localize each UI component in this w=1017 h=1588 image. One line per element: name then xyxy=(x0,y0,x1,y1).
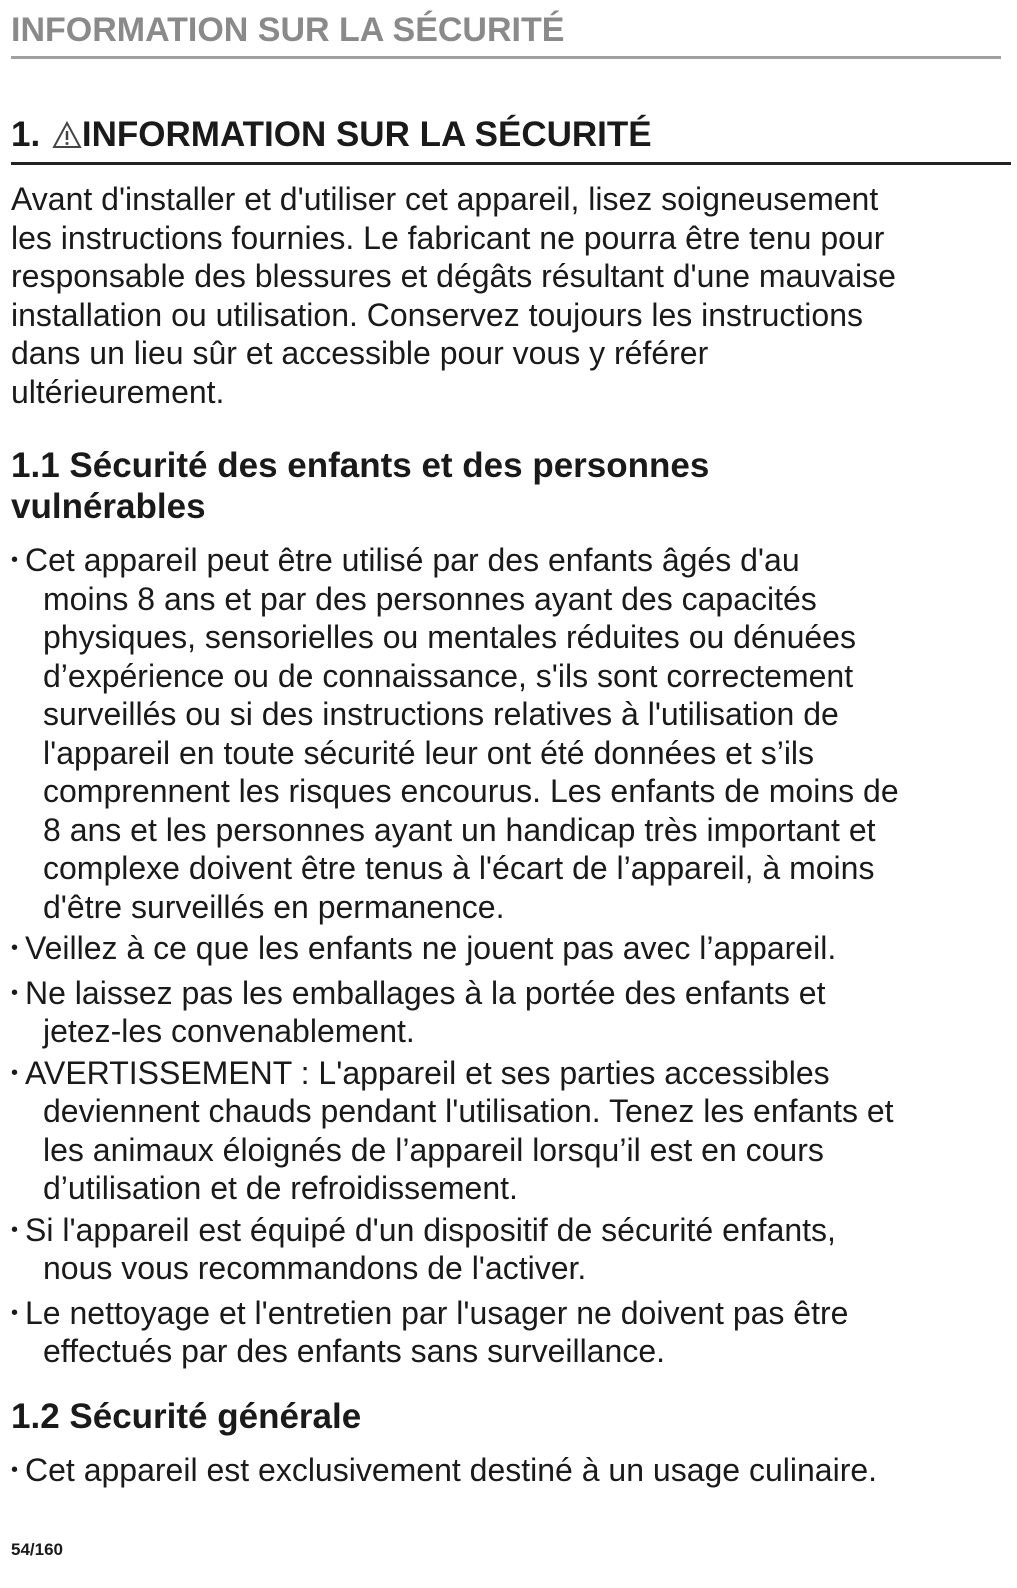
bullet-icon: • xyxy=(11,981,19,1004)
list-item-line: physiques, sensorielles ou mentales réduites ou dénuées xyxy=(43,619,856,655)
list-item-line: Le nettoyage et l'entretien par l'usager ne doivent pas être xyxy=(25,1294,849,1331)
intro-paragraph xyxy=(11,180,1011,411)
list-item-line: jetez-les convenablement. xyxy=(43,1013,415,1049)
list-item xyxy=(11,1211,1011,1288)
section-number: 1. xyxy=(11,115,50,154)
list-item-line: complexe doivent être tenus à l'écart de l’appareil, à moins xyxy=(43,850,875,886)
bullet-icon: • xyxy=(11,549,19,571)
list-item-line: d’expérience ou de connaissance, s'ils sont correctement xyxy=(43,657,854,694)
list-item-line: comprennent les risques encourus. Les enfants de moins de xyxy=(43,773,899,809)
list-item xyxy=(11,1054,1011,1208)
intro-line: Avant d'installer et d'utiliser cet appareil, lisez soigneusement xyxy=(11,181,879,217)
list-item-line: moins 8 ans et par des personnes ayant des capacités xyxy=(43,580,817,617)
list-item xyxy=(11,974,1011,1051)
list-item-line: d'être surveillés en permanence. xyxy=(43,888,505,925)
section-title xyxy=(11,112,1011,165)
subsection-title-line: vulnérables xyxy=(11,487,206,526)
intro-line: responsable des blessures et dégâts résultant d'une mauvaise xyxy=(11,258,896,294)
list-item-line: Si l'appareil est équipé d'un dispositif de sécurité enfants, xyxy=(25,1211,836,1248)
intro-line: dans un lieu sûr et accessible pour vous y référer xyxy=(11,335,709,371)
subsection-title-line: 1.1 Sécurité des enfants et des personnes xyxy=(11,446,710,485)
subsection-title-general-safety xyxy=(11,1396,1011,1437)
warning-triangle-icon xyxy=(52,121,82,149)
section-title-text: INFORMATION SUR LA SÉCURITÉ xyxy=(81,115,652,154)
running-header-title: INFORMATION SUR LA SÉCURITÉ xyxy=(11,11,565,49)
list-item-line: d’utilisation et de refroidissement. xyxy=(43,1170,518,1206)
page-number: 54/160 xyxy=(11,1540,63,1559)
list-item-line: Cet appareil est exclusivement destiné à un usage culinaire. xyxy=(25,1452,878,1488)
list-item-line: deviennent chauds pendant l'utilisation. Tenez les enfants et xyxy=(43,1093,894,1129)
subsection-title-child-safety xyxy=(11,445,1011,527)
list-item xyxy=(11,1451,1011,1490)
intro-line: installation ou utilisation. Conservez toujours les instructions xyxy=(11,296,863,333)
list-item-line: 8 ans et les personnes ayant un handicap très important et xyxy=(43,811,876,848)
child-safety-list xyxy=(11,541,1011,1371)
bullet-icon: • xyxy=(11,1218,19,1241)
list-item-line: AVERTISSEMENT : L'appareil et ses parties accessibles xyxy=(25,1054,830,1091)
bullet-icon: • xyxy=(11,1301,19,1324)
general-safety-list xyxy=(11,1451,1011,1490)
bullet-icon: • xyxy=(11,1061,19,1084)
list-item-line: l'appareil en toute sécurité leur ont été données et s’ils xyxy=(43,734,815,771)
list-item-line: Ne laissez pas les emballages à la portée des enfants et xyxy=(25,974,826,1011)
list-item-line: Cet appareil peut être utilisé par des enfants âgés d'au xyxy=(25,542,800,578)
list-item-line: surveillés ou si des instructions relatives à l'utilisation de xyxy=(43,696,839,732)
list-item xyxy=(11,541,1011,926)
list-item-line: effectués par des enfants sans surveillance. xyxy=(43,1333,665,1369)
list-item-line: Veillez à ce que les enfants ne jouent pas avec l’appareil. xyxy=(25,930,837,966)
bullet-icon: • xyxy=(11,937,19,959)
list-item-line: les animaux éloignés de l’appareil lorsqu’il est en cours xyxy=(43,1131,824,1168)
running-header xyxy=(11,10,1001,59)
bullet-icon: • xyxy=(11,1459,19,1481)
intro-line: ultérieurement. xyxy=(11,373,225,410)
subsection-title-line: 1.2 Sécurité générale xyxy=(11,1397,362,1436)
list-item-line: nous vous recommandons de l'activer. xyxy=(43,1250,587,1286)
list-item xyxy=(11,1294,1011,1371)
list-item xyxy=(11,929,1011,968)
intro-line: les instructions fournies. Le fabricant ne pourra être tenu pour xyxy=(11,219,885,256)
